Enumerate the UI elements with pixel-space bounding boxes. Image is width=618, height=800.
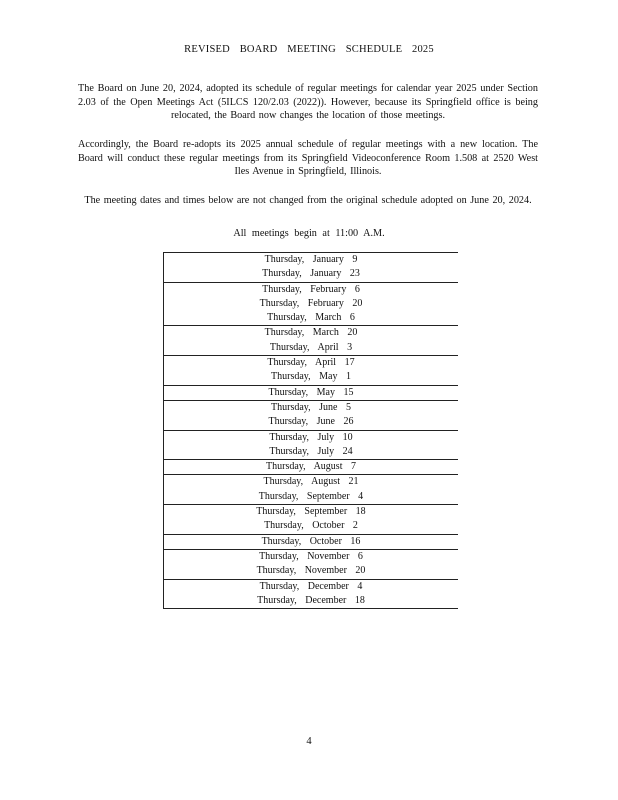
schedule-cell <box>164 549 459 579</box>
schedule-cell <box>164 579 459 609</box>
schedule-cell <box>164 505 459 535</box>
schedule-body <box>164 253 459 609</box>
meeting-date: Thursday, October 16 <box>261 535 361 547</box>
meeting-date: Thursday, February 6 <box>262 283 360 295</box>
meeting-date: Thursday, January 23 <box>262 268 360 280</box>
meeting-date: Thursday, June 5 <box>271 401 351 413</box>
meeting-date: Thursday, October 2 <box>264 520 358 532</box>
meeting-date: Thursday, August 21 <box>263 476 359 488</box>
schedule-row <box>164 400 459 430</box>
meeting-date: Thursday, June 26 <box>268 416 354 428</box>
meeting-date: Thursday, March 20 <box>264 327 358 339</box>
schedule-row <box>164 460 459 475</box>
schedule-row <box>164 549 459 579</box>
meeting-schedule-table <box>163 252 458 609</box>
meeting-date: Thursday, November 6 <box>259 550 363 562</box>
paragraph-dates-unchanged: The meeting dates and times below are not changed from the original schedule adopted on June 20, 2024. <box>84 195 532 207</box>
meeting-date: Thursday, August 7 <box>266 461 356 473</box>
schedule-cell <box>164 400 459 430</box>
meeting-date: Thursday, March 6 <box>267 312 355 324</box>
schedule-row <box>164 356 459 386</box>
page-number: 4 <box>306 736 312 747</box>
schedule-cell <box>164 430 459 460</box>
paragraph-original-adoption: The Board on June 20, 2024, adopted its schedule of regular meetings for calendar year 2025 under Section 2.03 of the Open Meetings Act (5ILCS 120/2.03 (2022)). However, because its Springfield office is being relocated, the Board now changes the location of those meetings. <box>78 83 538 122</box>
meeting-date: Thursday, December 4 <box>259 580 363 592</box>
schedule-cell <box>164 282 459 326</box>
meeting-date: Thursday, January 9 <box>264 254 358 265</box>
schedule-row <box>164 282 459 326</box>
meeting-date: Thursday, May 15 <box>268 386 354 398</box>
schedule-row <box>164 534 459 549</box>
paragraph-new-location: Accordingly, the Board re-adopts its 2025 annual schedule of regular meetings with a new location. The Board will conduct these regular meetings from its Springfield Videoconference Room 1.508 at 2520 West Iles Avenue in Springfield, Illinois. <box>78 139 538 178</box>
schedule-row <box>164 253 459 283</box>
schedule-cell <box>164 385 459 400</box>
meeting-date: Thursday, April 3 <box>269 341 353 353</box>
schedule-cell <box>164 475 459 505</box>
schedule-row <box>164 326 459 356</box>
meeting-date: Thursday, November 20 <box>256 565 366 577</box>
schedule-row <box>164 579 459 609</box>
meeting-date: Thursday, April 17 <box>267 357 355 369</box>
meeting-date: Thursday, December 18 <box>257 594 365 606</box>
schedule-row <box>164 385 459 400</box>
schedule-cell <box>164 460 459 475</box>
schedule-row <box>164 475 459 505</box>
meeting-date: Thursday, February 20 <box>259 297 363 309</box>
schedule-row <box>164 430 459 460</box>
document-title: REVISED BOARD MEETING SCHEDULE 2025 <box>184 44 434 55</box>
meeting-date: Thursday, May 1 <box>271 371 351 383</box>
schedule-cell <box>164 326 459 356</box>
schedule-cell <box>164 253 459 283</box>
meeting-date: Thursday, July 24 <box>269 445 353 457</box>
schedule-row <box>164 505 459 535</box>
schedule-cell <box>164 534 459 549</box>
meeting-date: Thursday, September 18 <box>256 506 366 518</box>
meeting-time-note: All meetings begin at 11:00 A.M. <box>233 228 385 239</box>
meeting-date: Thursday, July 10 <box>269 431 353 443</box>
meeting-date: Thursday, September 4 <box>258 490 364 502</box>
schedule-cell <box>164 356 459 386</box>
